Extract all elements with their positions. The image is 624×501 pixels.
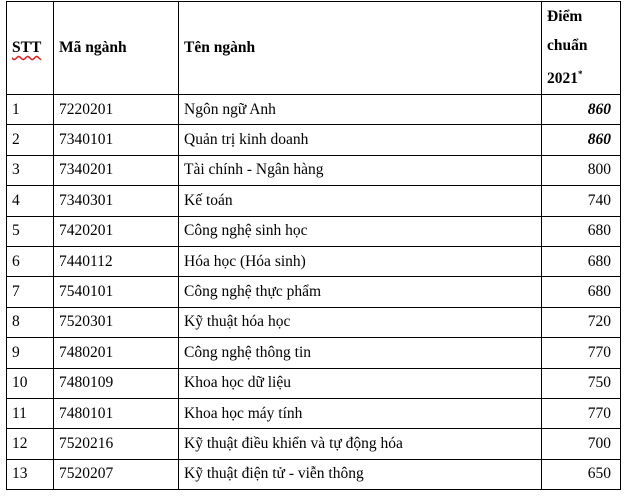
cell-major-name: Hóa học (Hóa sinh) [179, 246, 542, 276]
cell-major-code: 7440112 [54, 246, 179, 276]
cell-score: 770 [542, 338, 621, 368]
table-row [7, 277, 621, 307]
cell-stt: 11 [7, 398, 54, 428]
header-score-line1: Điểm [547, 8, 583, 26]
cell-major-name: Ngôn ngữ Anh [179, 95, 542, 125]
cell-major-name: Kỹ thuật hóa học [179, 307, 542, 337]
cell-major-code: 7520207 [54, 459, 179, 489]
cell-stt: 10 [7, 368, 54, 398]
cell-stt: 7 [7, 277, 54, 307]
header-score-line2: chuẩn [547, 37, 588, 55]
cell-stt: 5 [7, 216, 54, 246]
table-row [7, 186, 621, 216]
table-row [7, 398, 621, 428]
cell-major-code: 7480109 [54, 368, 179, 398]
cell-major-code: 7420201 [54, 216, 179, 246]
cell-score: 680 [542, 277, 621, 307]
header-major-code: Mã ngành [54, 2, 179, 95]
cell-stt: 1 [7, 95, 54, 125]
header-major-name: Tên ngành [179, 2, 542, 95]
cell-score: 700 [542, 429, 621, 459]
cell-score: 680 [542, 216, 621, 246]
cell-major-code: 7220201 [54, 95, 179, 125]
cell-stt: 6 [7, 246, 54, 276]
cell-score: 650 [542, 459, 621, 489]
cell-stt: 4 [7, 186, 54, 216]
cell-score: 750 [542, 368, 621, 398]
cell-stt: 2 [7, 125, 54, 155]
cell-major-name: Khoa học dữ liệu [179, 368, 542, 398]
header-score-line3 [547, 60, 615, 93]
table-header-row [7, 2, 621, 95]
cell-major-name: Công nghệ thông tin [179, 338, 542, 368]
cell-score: 680 [542, 246, 621, 276]
table-row [7, 216, 621, 246]
cell-major-name: Kỹ thuật điện tử - viễn thông [179, 459, 542, 489]
cell-major-code: 7520216 [54, 429, 179, 459]
cell-major-name: Công nghệ sinh học [179, 216, 542, 246]
table-row [7, 459, 621, 489]
cell-stt: 8 [7, 307, 54, 337]
cell-stt: 3 [7, 155, 54, 185]
cell-score: 720 [542, 307, 621, 337]
cell-score: 740 [542, 186, 621, 216]
cell-score: 770 [542, 398, 621, 428]
cell-major-code: 7540101 [54, 277, 179, 307]
header-score-footnote-mark: * [578, 69, 583, 80]
cell-stt: 13 [7, 459, 54, 489]
table-row [7, 307, 621, 337]
cell-major-name: Quản trị kinh doanh [179, 125, 542, 155]
cell-major-name: Khoa học máy tính [179, 398, 542, 428]
table-row [7, 429, 621, 459]
cell-major-code: 7480201 [54, 338, 179, 368]
cell-major-code: 7520301 [54, 307, 179, 337]
header-score-year: 2021 [547, 70, 578, 88]
header-stt [7, 2, 54, 95]
cell-score: 860 [542, 125, 621, 155]
cell-major-code: 7340201 [54, 155, 179, 185]
table-row [7, 125, 621, 155]
cell-major-name: Kế toán [179, 186, 542, 216]
table-body [7, 95, 621, 490]
header-stt-label: STT [12, 39, 42, 56]
cell-major-code: 7340101 [54, 125, 179, 155]
table-row [7, 95, 621, 125]
cell-score: 800 [542, 155, 621, 185]
admission-score-table [6, 1, 621, 490]
table-row [7, 155, 621, 185]
header-score [542, 2, 621, 95]
cell-stt: 12 [7, 429, 54, 459]
cell-major-name: Kỹ thuật điều khiển và tự động hóa [179, 429, 542, 459]
table-row [7, 246, 621, 276]
cell-stt: 9 [7, 338, 54, 368]
cell-score: 860 [542, 95, 621, 125]
cell-major-code: 7340301 [54, 186, 179, 216]
cell-major-name: Công nghệ thực phẩm [179, 277, 542, 307]
table-row [7, 368, 621, 398]
cell-major-name: Tài chính - Ngân hàng [179, 155, 542, 185]
table-row [7, 338, 621, 368]
cell-major-code: 7480101 [54, 398, 179, 428]
